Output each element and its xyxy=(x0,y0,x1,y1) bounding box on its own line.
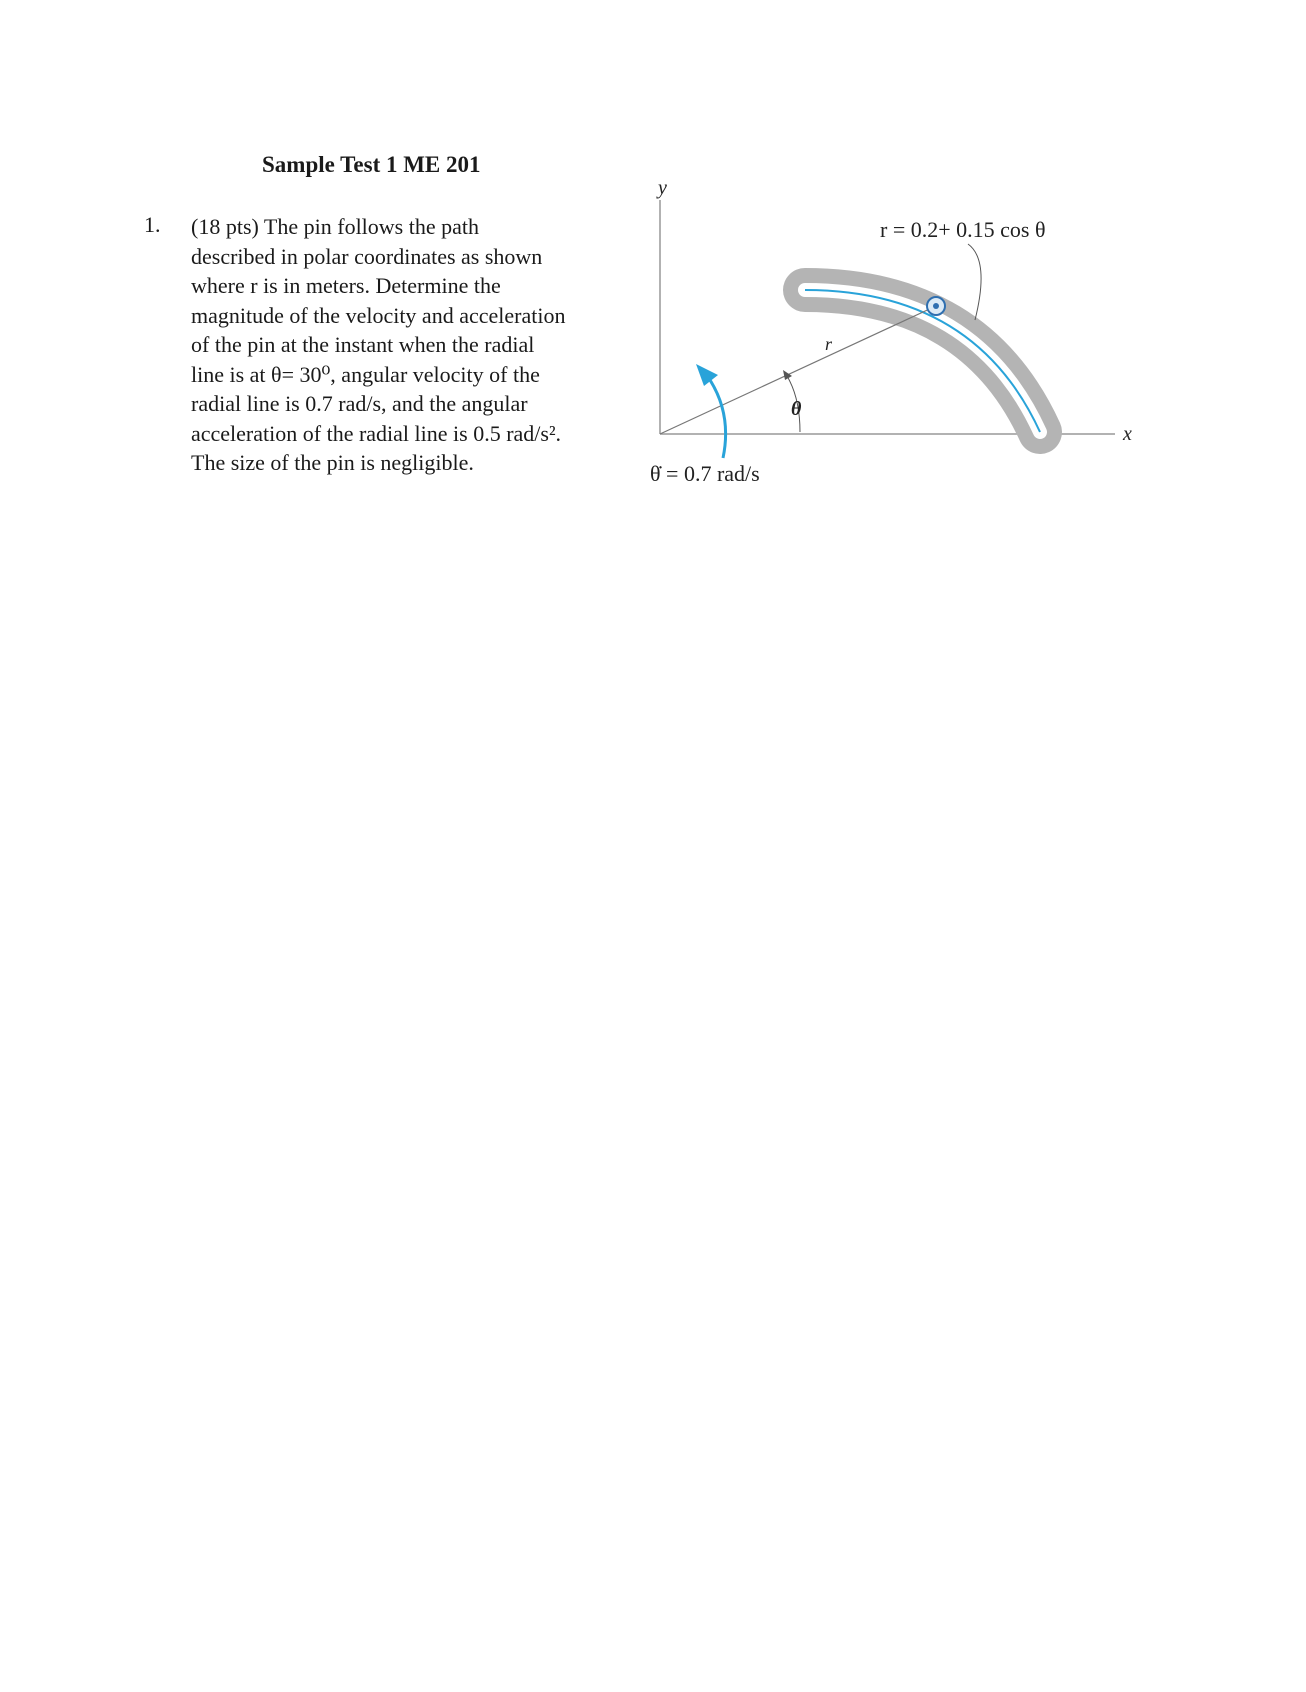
problem-line: The size of the pin is negligible. xyxy=(191,450,474,475)
angular-velocity-arrowhead-icon xyxy=(696,364,718,386)
angular-velocity-arrow xyxy=(710,380,726,458)
problem-number: 1. xyxy=(144,212,161,237)
problem-line: line is at θ= 30⁰, angular velocity of the xyxy=(191,361,540,387)
pin-center xyxy=(933,303,939,309)
problem-statement xyxy=(191,212,631,478)
problem-line: (18 pts) The pin follows the path xyxy=(191,214,479,239)
problem-line: of the pin at the instant when the radial xyxy=(191,332,535,357)
problem-line: magnitude of the velocity and acceleration xyxy=(191,302,566,328)
x-axis-label: x xyxy=(1123,423,1132,445)
theta-arrowhead-icon xyxy=(783,370,792,380)
angular-velocity-label: θ̇ = 0.7 rad/s xyxy=(650,461,760,486)
y-axis-label: y xyxy=(658,177,667,199)
r-label: r xyxy=(825,334,833,354)
figure-svg xyxy=(640,177,1160,500)
problem-line: described in polar coordinates as shown xyxy=(191,243,543,269)
page-title: Sample Test 1 ME 201 xyxy=(262,152,481,177)
path-equation-label: r = 0.2+ 0.15 cos θ xyxy=(880,217,1046,242)
theta-label: θ xyxy=(791,398,802,420)
problem-line: where r is in meters. Determine the xyxy=(191,273,501,298)
problem-line: radial line is 0.7 rad/s, and the angular xyxy=(191,391,528,416)
equation-leader-line xyxy=(968,244,981,320)
polar-path-figure xyxy=(640,177,1160,500)
problem-line: acceleration of the radial line is 0.5 rad/s². xyxy=(191,420,562,446)
